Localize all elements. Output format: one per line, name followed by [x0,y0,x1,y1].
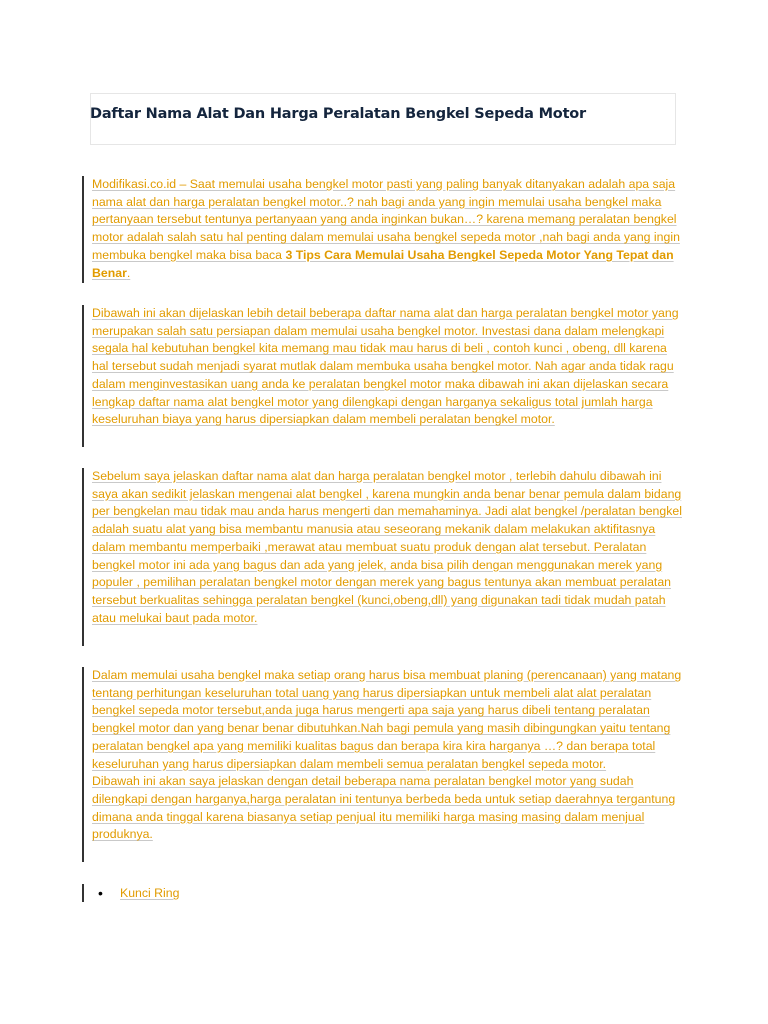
intro-paragraph [92,176,682,282]
list-item-link[interactable]: Kunci Ring [120,886,180,900]
explanation-link[interactable]: Dibawah ini akan dijelaskan lebih detail beberapa daftar nama alat dan harga peralatan bengkel motor yang merupakan salah satu persiapan dalam memulai usaha bengkel motor. Investasi dana dalam melengkapi segala hal kebutuhan bengkel kita memang mau tidak mau harus di beli , contoh kunci , obeng, dll karena hal tersebut sudah menjadi syarat mutlak dalam membuka usaha bengkel motor. Nah agar anda tidak ragu dalam menginvestasikan uang anda ke peralatan bengkel motor maka dibawah ini akan dijelaskan secara lengkap daftar nama alat bengkel motor yang dilengkapi dengan harganya sekaligus total jumlah harga keseluruhan biaya yang harus dipersiapkan dalam membeli peralatan bengkel motor. [92,306,679,427]
tools-list-block [82,884,682,902]
tips-link-text: 3 Tips Cara Memulai Usaha Bengkel Sepeda Motor Yang Tepat dan Benar [92,247,674,280]
details-paragraph [92,773,682,844]
planning-quote-block [82,667,682,862]
explanation-paragraph [92,305,682,429]
planning-paragraph [92,667,682,773]
page-title: Daftar Nama Alat Dan Harga Peralatan Bengkel Sepeda Motor [90,106,587,122]
definition-link[interactable]: Sebelum saya jelaskan daftar nama alat dan harga peralatan bengkel motor , terlebih dahulu dibawah ini saya akan sedikit jelaskan mengenai alat bengkel , karena mungkin anda benar benar pemula dalam bidang per bengkelan mau tidak mau anda harus mengerti dan memahaminya. Jadi alat bengkel /peralatan bengkel adalah suatu alat yang bisa membantu manusia atau seseorang mekanik dalam melakukan aktifitasnya dalam membantu memperbaiki ,merawat atau membuat suatu produk dengan alat tersebut. Peralatan bengkel motor ini ada yang bagus dan ada yang jelek, anda bisa pilih dengan menggunakan merek yang populer , pemilihan peralatan bengkel motor dengan merek yang bagus tentunya akan membuat peralatan tersebut berkualitas sehingga peralatan bengkel (kunci,obeng,dll) yang digunakan tadi tidak mudah patah atau melukai baut pada motor. [92,469,682,625]
planning-link[interactable]: Dalam memulai usaha bengkel maka setiap orang harus bisa membuat planing (perencanaan) yang matang tentang perhitungan keseluruhan total uang yang harus dipersiapkan untuk membeli alat alat peralatan bengkel sepeda motor tersebut,anda juga harus mengerti apa saja yang harus dibeli tentang peralatan bengkel motor dan yang benar benar dibutuhkan.Nah bagi pemula yang masih dibingungkan yaitu tentang peralatan bengkel apa yang memiliki kualitas bagus dan berapa kira kira harganya …? dan berapa total keseluruhan yang harus dipersiapkan dalam membeli semua peralatan bengkel sepeda motor. [92,668,682,771]
intro-quote-block [82,176,682,283]
definition-quote-block [82,468,682,646]
intro-link[interactable] [92,177,680,280]
details-link[interactable]: Dibawah ini akan saya jelaskan dengan detail beberapa nama peralatan bengkel motor yang sudah dilengkapi dengan harganya,harga peralatan ini tentunya berbeda beda untuk setiap daerahnya tergantung dimana anda tinggal karena biasanya setiap penjual itu memiliki harga masing masing dalam menjual produknya. [92,774,676,842]
definition-paragraph [92,468,682,627]
bullet-icon: • [98,885,103,901]
intro-end: . [126,265,131,280]
explanation-quote-block [82,305,682,447]
intro-text: Modifikasi.co.id – Saat memulai usaha bengkel motor pasti yang paling banyak ditanyakan adalah apa saja nama alat dan harga peralatan bengkel motor..? nah bagi anda yang ingin memulai usaha bengkel maka pertanyaan tersebut tentunya pertanyaan yang anda inginkan bukan…? karena memang peralatan bengkel motor adalah salah satu hal penting dalam memulai usaha bengkel sepeda motor ,nah bagi anda yang ingin membuka bengkel maka bisa baca [92,177,680,262]
list-item [92,884,682,902]
